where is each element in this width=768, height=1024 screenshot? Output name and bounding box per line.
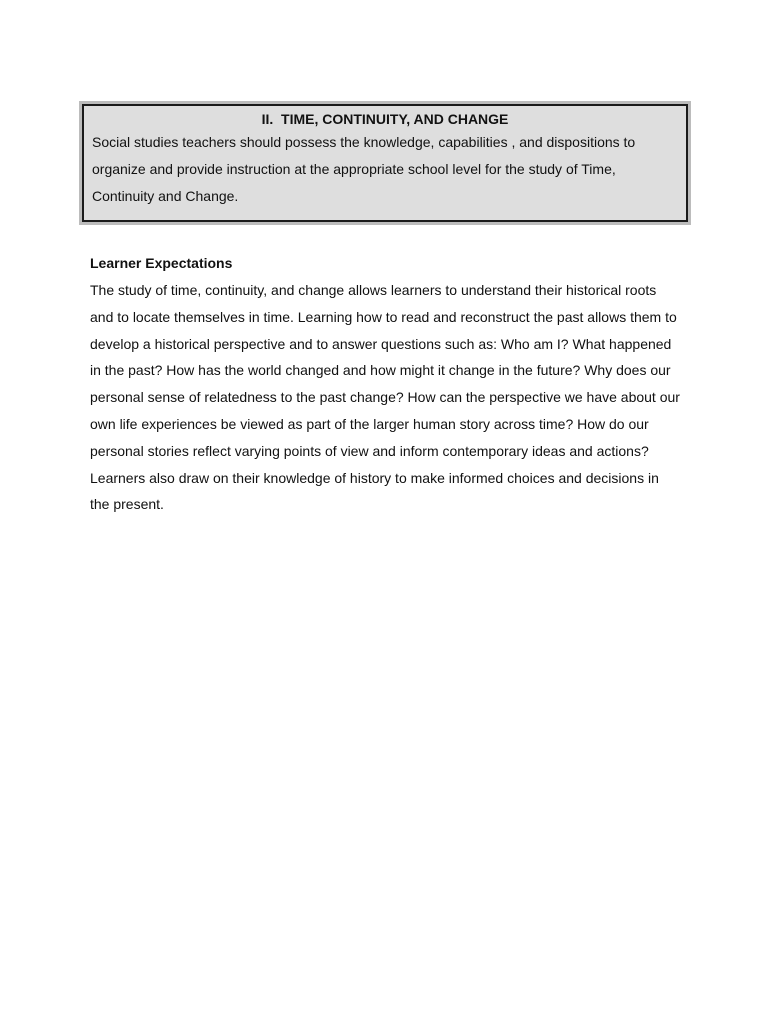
standard-title: II. TIME, CONTINUITY, AND CHANGE <box>261 111 509 127</box>
standard-box-inner <box>82 104 688 222</box>
learner-expectations-heading: Learner Expectations <box>90 255 233 271</box>
learner-expectations-section <box>90 252 680 518</box>
standard-box <box>79 101 691 225</box>
learner-expectations-body: The study of time, continuity, and change allows learners to understand their historical roots and to locate themselves in time. Learning how to read and reconstruct the past allows them to develop a historical perspective and to answer questions such as: Who am I? What happened in the past? How has the world changed and how might it change in the future? Why does our personal sense of relatedness to the past change? How can the perspective we have about our own life experiences be viewed as part of the larger human story across time? How do our personal stories reflect varying points of view and inform contemporary ideas and actions? Learners also draw on their knowledge of history to make informed choices and decisions in the present. <box>90 282 680 513</box>
standard-description: Social studies teachers should possess the knowledge, capabilities , and dispositions to organize and provide instruction at the appropriate school level for the study of Time, Continuity and Change. <box>92 134 636 204</box>
